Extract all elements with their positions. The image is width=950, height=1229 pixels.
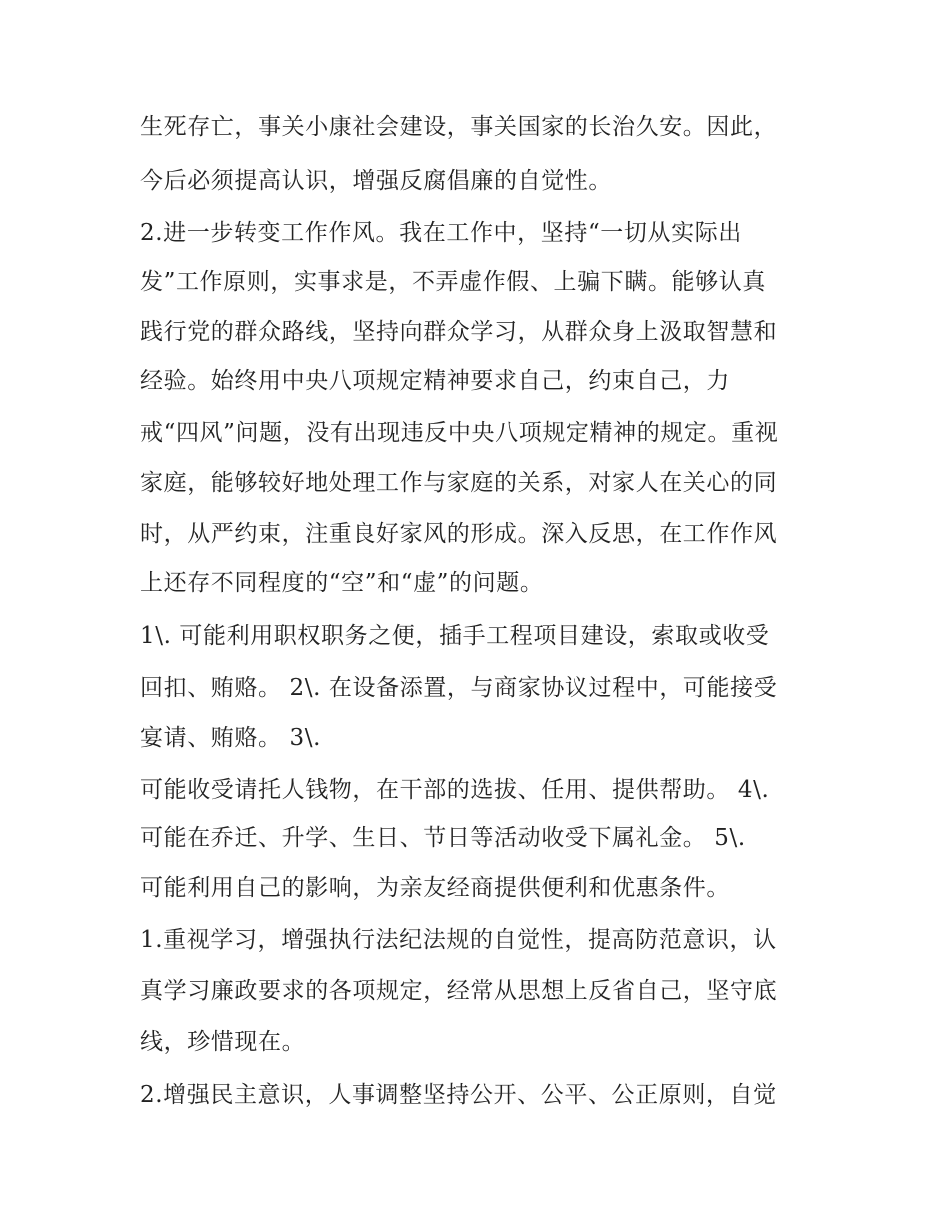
text-line: 践行党的群众路线，坚持向群众学习，从群众身上汲取智慧和 (140, 319, 778, 345)
text-line: 回扣、贿赂。 2\. 在设备添置，与商家协议过程中，可能接受 (140, 675, 778, 701)
text-line: 发”工作原则，实事求是，不弄虚作假、上骗下瞒。能够认真 (140, 269, 766, 295)
text-line: 1.重视学习，增强执行法纪法规的自觉性，提高防范意识，认 (140, 927, 777, 953)
text-line: 家庭，能够较好地处理工作与家庭的关系，对家人在关心的同 (140, 470, 778, 496)
text-line: 线，珍惜现在。 (140, 1029, 306, 1055)
text-line: 经验。始终用中央八项规定精神要求自己，约束自己，力 (140, 368, 730, 394)
text-line: 今后必须提高认识，增强反腐倡廉的自觉性。 (140, 168, 612, 194)
text-line: 上还存不同程度的“空”和“虚”的问题。 (140, 570, 544, 596)
text-line: 宴请、贿赂。 3\. (140, 725, 322, 751)
text-line: 时，从严约束，注重良好家风的形成。深入反思，在工作作风 (140, 521, 778, 547)
text-line: 真学习廉政要求的各项规定，经常从思想上反省自己，坚守底 (140, 978, 778, 1004)
text-line: 可能在乔迁、升学、生日、节日等活动收受下属礼金。 5\. (140, 825, 746, 851)
text-line: 2.进一步转变工作作风。我在工作中，坚持“一切从实际出 (140, 220, 742, 246)
text-line: 可能利用自己的影响，为亲友经商提供便利和优惠条件。 (140, 875, 730, 901)
text-line: 1\. 可能利用职权职务之便，插手工程项目建设，索取或收受 (140, 623, 770, 649)
text-line: 可能收受请托人钱物，在干部的选拔、任用、提供帮助。 4\. (140, 777, 770, 803)
text-line: 生死存亡，事关小康社会建设，事关国家的长治久安。因此， (140, 114, 778, 140)
text-line: 2.增强民主意识，人事调整坚持公开、公平、公正原则，自觉 (140, 1082, 777, 1108)
text-line: 戒“四风”问题，没有出现违反中央八项规定精神的规定。重视 (140, 420, 779, 446)
